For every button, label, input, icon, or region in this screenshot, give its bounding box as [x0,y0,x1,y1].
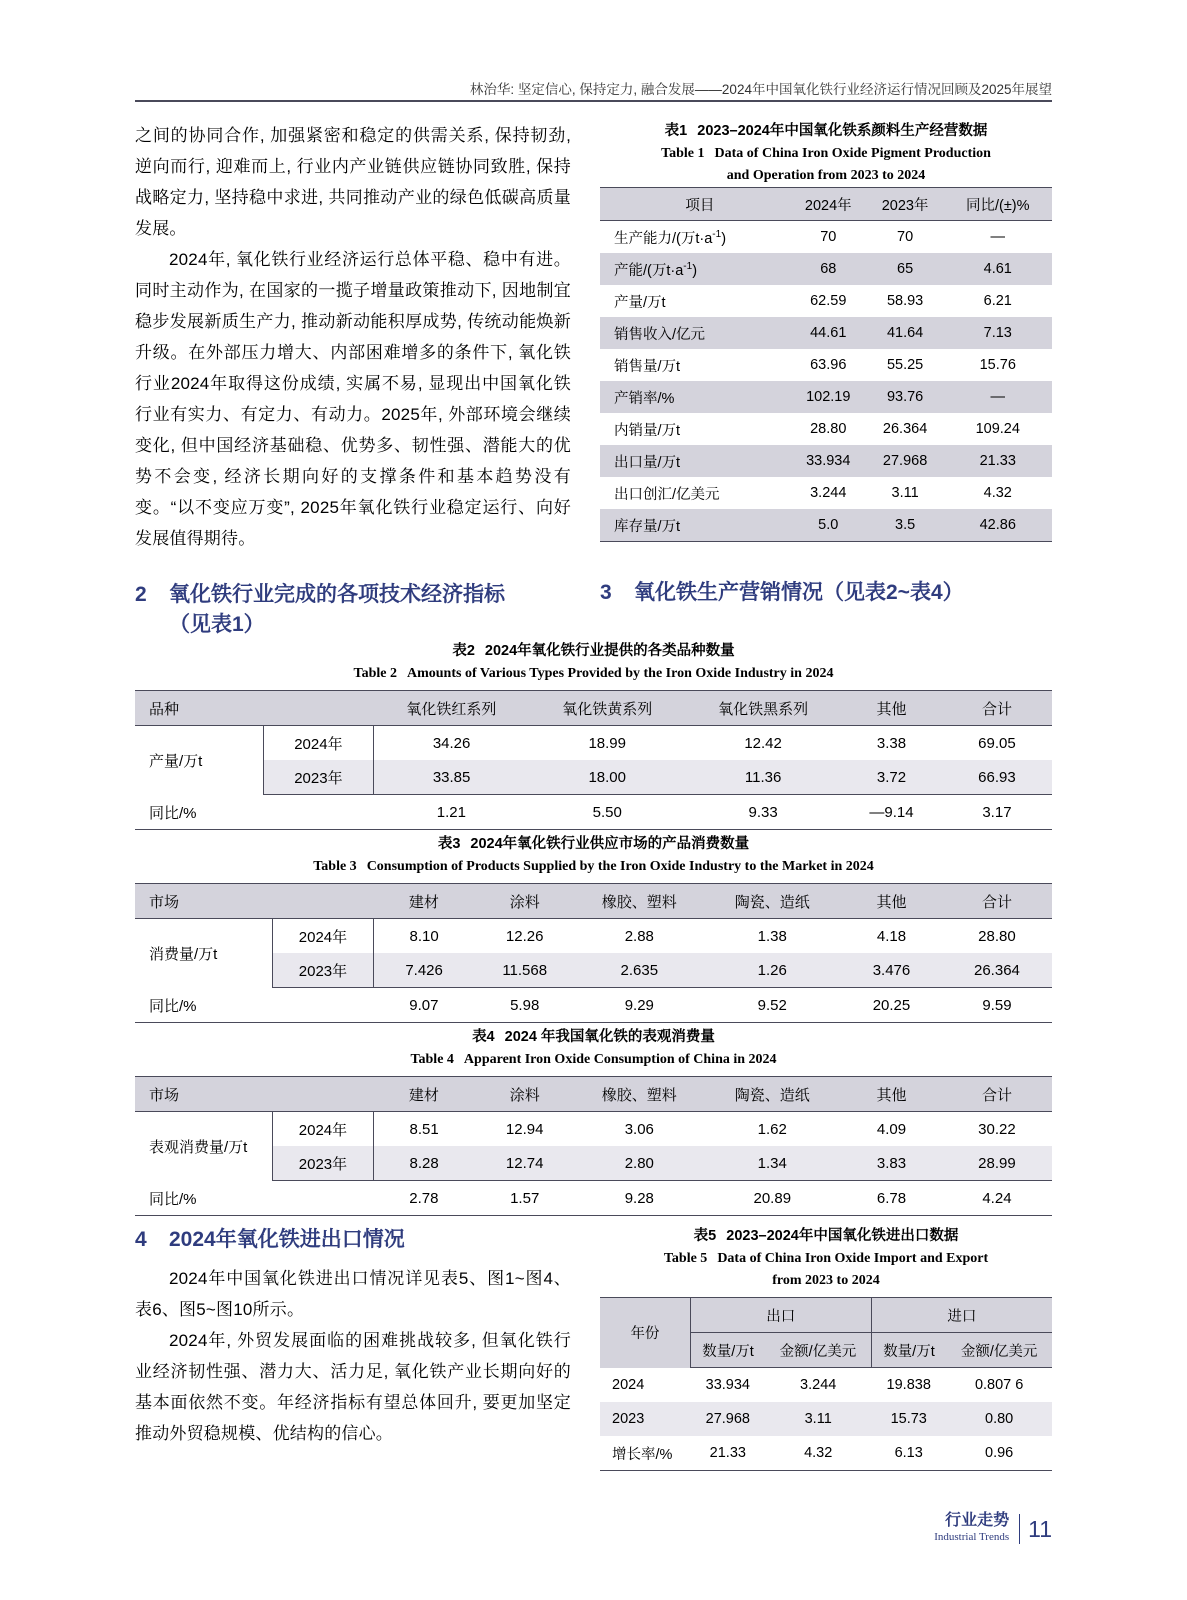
table4-r0-c4: 4.09 [876,1120,907,1138]
table5-header-year: 年份 [600,1298,690,1368]
table3-header-3: 橡胶、塑料 [575,884,703,919]
table3-caption-cn [135,833,1052,856]
paragraph-4: 2024年, 外贸发展面临的困难挑战较多, 但氧化铁行业经济韧性强、潜力大、活力足, 氧化铁产业长期向好的基本面依然不变。年经济指标有望总体回升, 要更加坚定推动外贸稳规模、优结构的信心。 [135,1331,571,1443]
table2-yoy-label: 同比/% [135,795,373,830]
table3-r0-c1: 12.26 [505,927,544,945]
table2-yoy-3: —9.14 [841,795,942,830]
table1-r2-2023: 58.93 [867,285,944,317]
table2-title-cn: 2024年氧化铁行业提供的各类品种数量 [484,643,735,659]
table2-label-cn: 表2 [452,643,475,659]
table1-title-en-1: Data of China Iron Oxide Pigment Production [714,146,991,161]
table3-r1-c0: 7.426 [373,953,474,988]
table5-r1-c1: 3.11 [765,1402,871,1436]
table-row [600,1298,1052,1333]
table2-caption-cn [135,640,1052,663]
table1-r2-yoy: 6.21 [944,285,1053,317]
table1-header-2: 2023年 [867,188,944,221]
table4-yoy-5: 4.24 [942,1181,1052,1216]
table1-label-en: Table 1 [661,146,705,161]
table3-header-1: 建材 [373,884,474,919]
left-column [135,120,571,640]
table2-yoy-0: 1.21 [373,795,529,830]
table1-r3-item: 销售收入/亿元 [600,317,790,349]
table1-caption-cn [600,120,1052,143]
table2-caption-en [135,663,1052,685]
table4-yoy-label: 同比/% [135,1181,373,1216]
table3-r1-c5: 26.364 [942,953,1052,988]
table5-subheader-2: 数量/万t [871,1333,946,1368]
table2-yoy-1: 5.50 [529,795,685,830]
table5-subheader-3: 金额/亿美元 [946,1333,1052,1368]
table-row [135,1112,1052,1147]
table1-r6-2024: 28.80 [790,413,867,445]
table1-r2-2024: 62.59 [790,285,867,317]
table1-r4-2023: 55.25 [867,349,944,381]
table1-r9-item: 库存量/万t [600,509,790,542]
table1-r7-2024: 33.934 [790,445,867,477]
table4-group-label: 表观消费量/万t [149,1138,248,1156]
table3-header-4: 陶瓷、造纸 [704,884,842,919]
table4-header-4: 陶瓷、造纸 [704,1077,842,1112]
table4-header-6: 合计 [942,1077,1052,1112]
table4-r1-c1: 12.74 [474,1146,575,1181]
table5-title-en-1: Data of China Iron Oxide Import and Export [717,1251,989,1266]
table1-r1-2023: 65 [867,253,944,285]
table5-r1-c3: 0.80 [946,1402,1052,1436]
table2-header-5: 合计 [942,691,1052,726]
table2-title-en: Amounts of Various Types Provided by the Iron Oxide Industry in 2024 [407,666,834,681]
table5-caption-cn [600,1225,1052,1248]
table2-r1-c1: 18.00 [529,760,685,795]
table3-yoy-label: 同比/% [135,988,373,1023]
table5-header-import: 进口 [871,1298,1052,1333]
table-row [600,1402,1052,1436]
table-3 [135,883,1052,1023]
paragraph-2: 2024年, 氧化铁行业经济运行总体平稳、稳中有进。同时主动作为, 在国家的一揽子增量政策推动下, 因地制宜稳步发展新质生产力, 推动新动能积厚成势, 传统动能焕新升级。在外部压力增大、内部困难增多的条件下, 氧化铁行业2024年取得这份成绩, 实属不易, 显现出中国氧化铁行业有实力、有定力、有动力。2025年, 外部环境会继续变化, 但中国经济基础稳、优势多、韧性强、潜能大的优势不会变, 经济长期向好的支撑条件和基本趋势没有变。“以不变应万变”, 2025年氧化铁行业稳定运行、向好发展值得期待。 [135,250,571,548]
table4-r1-c5: 28.99 [942,1146,1052,1181]
running-head-rule [135,100,1052,102]
table2-r0-c2: 12.42 [744,734,782,752]
table2-r1-c2: 11.36 [685,760,841,795]
table5-subheader-1: 金额/亿美元 [765,1333,871,1368]
table3-r1-year: 2023年 [273,953,374,988]
table1-caption-en-2: and Operation from 2023 to 2024 [726,168,926,183]
table4-header-3: 橡胶、塑料 [575,1077,703,1112]
table1-r6-yoy: 109.24 [944,413,1053,445]
table3-yoy-0: 9.07 [373,988,474,1023]
table2-group-label: 产量/万t [149,752,203,770]
table4-r0-c2: 3.06 [624,1120,654,1138]
table4-header-1: 建材 [373,1077,474,1112]
table4-caption-cn [135,1026,1052,1049]
table5-r2-c1: 4.32 [765,1436,871,1471]
table2-r1-c4: 66.93 [942,760,1052,795]
table1-r4-yoy: 15.76 [944,349,1053,381]
table1-label-cn: 表1 [664,123,688,139]
footer-label-cn: 行业走势 [945,1512,1010,1529]
table4-yoy-2: 9.28 [575,1181,703,1216]
table3-title-cn: 2024年氧化铁行业供应市场的产品消费数量 [470,836,750,852]
page-number: 11 [1019,1514,1052,1544]
section-3-title: 氧化铁生产营销情况（见表2~表4） [634,581,964,604]
table2-header-3: 氧化铁黑系列 [685,691,841,726]
table3-caption-en [135,856,1052,878]
table5-caption-en-2: from 2023 to 2024 [772,1273,880,1288]
table3-header-2: 涂料 [474,884,575,919]
table-row [600,285,1052,317]
table1-title-cn: 2023–2024年中国氧化铁系颜料生产经营数据 [697,123,988,139]
table1-header-0: 项目 [600,188,790,221]
section-2-number: 2 [135,583,147,606]
table2-header-4: 其他 [841,691,942,726]
table-row [600,477,1052,509]
section-3-number: 3 [600,581,612,604]
page-footer [934,1511,1052,1544]
table-row [600,349,1052,381]
table1-r5-2024: 102.19 [790,381,867,413]
table1-r1-item: 产能/(万$t\cdot a^{-1}$) [600,253,790,285]
table3-label-en: Table 3 [313,859,357,874]
table3-header-6: 合计 [942,884,1052,919]
table3-group-label: 消费量/万t [149,945,218,963]
table-1 [600,187,1052,542]
table2-yoy-4: 3.17 [942,795,1052,830]
table4-r1-c3: 1.34 [704,1146,842,1181]
table-row [600,509,1052,542]
table4-label-en: Table 4 [410,1052,454,1067]
section-4-title: 2024年氧化铁进出口情况 [169,1228,405,1251]
table-row [600,221,1052,254]
table4-title-cn: 2024 年我国氧化铁的表观消费量 [504,1029,715,1045]
table4-header-2: 涂料 [474,1077,575,1112]
table3-yoy-4: 20.25 [841,988,942,1023]
table4-yoy-0: 2.78 [373,1181,474,1216]
section-heading-3 [600,578,1052,608]
table5-r2-c0: 21.33 [690,1436,765,1471]
table4-caption-en [135,1049,1052,1071]
table1-r6-2023: 26.364 [867,413,944,445]
table2-header-2: 氧化铁黄系列 [529,691,685,726]
running-head: 林治华: 坚定信心, 保持定力, 融合发展——2024年中国氧化铁行业经济运行情况回顾及2025年展望 [469,82,1052,97]
table1-r3-2023: 41.64 [867,317,944,349]
table4-r0-year: 2024年 [273,1112,374,1147]
table-row [600,317,1052,349]
table-row [135,691,1052,726]
table1-r5-yoy: — [944,381,1053,413]
table4-r0-c3: 1.62 [757,1120,787,1138]
table1-r0-2023: 70 [867,221,944,254]
table5-r1-c0: 27.968 [690,1402,765,1436]
table-row [135,1181,1052,1216]
table-row [600,381,1052,413]
section-heading-4 [135,1225,571,1255]
table-row [135,884,1052,919]
table2-header-0: 品种 [135,691,373,726]
table2-block [135,640,1052,830]
table-row [135,988,1052,1023]
section-4-number: 4 [135,1228,147,1251]
table4-r0-c1: 12.94 [505,1120,544,1138]
table5-header-export: 出口 [690,1298,871,1333]
table1-r8-item: 出口创汇/亿美元 [600,477,790,509]
section-2-subtitle: （见表1） [169,613,265,636]
table-4 [135,1076,1052,1216]
table2-r0-c4: 69.05 [978,734,1016,752]
table1-r9-2024: 5.0 [790,509,867,542]
right-column [600,120,1052,608]
table1-header-3: 同比/(±)% [944,188,1053,221]
table3-header-5: 其他 [841,884,942,919]
table3-r0-c4: 4.18 [876,927,907,945]
table-row [135,1146,1052,1181]
table1-r9-yoy: 42.86 [944,509,1053,542]
table3-r0-c0: 8.10 [409,927,439,945]
table1-r0-2024: 70 [790,221,867,254]
table3-r1-c1: 11.568 [474,953,575,988]
table5-label-cn: 表5 [693,1228,717,1244]
table-row [600,413,1052,445]
table4-yoy-4: 6.78 [841,1181,942,1216]
table2-r0-c3: 3.38 [876,734,907,752]
table2-header-1: 氧化铁红系列 [373,691,529,726]
table2-r1-c0: 33.85 [373,760,529,795]
table1-r8-2024: 3.244 [790,477,867,509]
table3-r0-c5: 28.80 [978,927,1016,945]
table3-block [135,833,1052,1023]
table3-r1-c4: 3.476 [841,953,942,988]
table1-r3-2024: 44.61 [790,317,867,349]
table5-caption-en-1 [600,1248,1052,1270]
table4-header-5: 其他 [841,1077,942,1112]
table2-yoy-2: 9.33 [685,795,841,830]
table-row [600,188,1052,221]
table-row [600,1368,1052,1403]
table4-header-0: 市场 [135,1077,373,1112]
paragraph-1: 之间的协同合作, 加强紧密和稳定的供需关系, 保持韧劲, 逆向而行, 迎难而上, 行业内产业链供应链协同致胜, 保持战略定力, 坚持稳中求进, 共同推动产业的绿色低碳高质量发展。 [135,126,571,238]
section-2-title: 氧化铁行业完成的各项技术经济指标 [169,583,505,606]
table3-label-cn: 表3 [437,836,461,852]
table1-r6-item: 内销量/万t [600,413,790,445]
table-5 [600,1297,1052,1471]
table-row [600,445,1052,477]
table1-r9-2023: 3.5 [867,509,944,542]
table5-r2-c3: 0.96 [946,1436,1052,1471]
section-4-block [135,1225,571,1449]
table4-yoy-3: 20.89 [704,1181,842,1216]
paragraph-3: 2024年中国氧化铁进出口情况详见表5、图1~图4、表6、图5~图10所示。 [135,1269,571,1319]
table1-r4-item: 销售量/万t [600,349,790,381]
table5-block [600,1225,1052,1471]
table-row [135,919,1052,954]
table5-subheader-0: 数量/万t [690,1333,765,1368]
table3-r1-c3: 1.26 [704,953,842,988]
table1-r3-yoy: 7.13 [944,317,1053,349]
table1-r7-2023: 27.968 [867,445,944,477]
table5-r1-year: 2023 [600,1402,690,1436]
table5-r0-year: 2024 [612,1376,645,1393]
table1-r7-yoy: 21.33 [944,445,1053,477]
table5-r0-c1: 3.244 [800,1377,837,1393]
table5-r0-c2: 19.838 [886,1377,931,1393]
table3-title-en: Consumption of Products Supplied by the Iron Oxide Industry to the Market in 2024 [366,859,874,874]
table5-r2-c2: 6.13 [871,1436,946,1471]
table2-label-en: Table 2 [353,666,397,681]
table-row [135,953,1052,988]
table-2 [135,690,1052,830]
table1-r7-item: 出口量/万t [600,445,790,477]
table1-r0-item: 生产能力/(万$t\cdot a^{-1}$) [600,221,790,254]
table4-r1-c2: 2.80 [575,1146,703,1181]
table4-r0-c0: 8.51 [409,1120,439,1138]
table2-r0-year: 2024年 [263,726,373,761]
table1-r8-yoy: 4.32 [944,477,1053,509]
table1-r1-yoy: 4.61 [944,253,1053,285]
table3-r0-c2: 2.88 [624,927,654,945]
table2-r0-c0: 34.26 [432,734,471,752]
table1-header-1: 2024年 [790,188,867,221]
table4-r1-year: 2023年 [273,1146,374,1181]
table-row [135,795,1052,830]
table1-r5-2023: 93.76 [867,381,944,413]
table3-r0-year: 2024年 [273,919,374,954]
table2-r1-year: 2023年 [263,760,373,795]
table5-r1-c2: 15.73 [871,1402,946,1436]
table5-label-en: Table 5 [663,1251,708,1266]
table4-block [135,1026,1052,1216]
table3-r0-c3: 1.38 [757,927,787,945]
table3-yoy-5: 9.59 [942,988,1052,1023]
table3-r1-c2: 2.635 [575,953,703,988]
table1-r2-item: 产量/万t [600,285,790,317]
table1-caption-en-1 [600,143,1052,165]
table1-r0-yoy: — [944,221,1053,254]
table2-r0-c1: 18.99 [588,734,626,752]
table3-yoy-1: 5.98 [474,988,575,1023]
table1-r8-2023: 3.11 [867,477,944,509]
table4-label-cn: 表4 [472,1029,495,1045]
table4-yoy-1: 1.57 [474,1181,575,1216]
footer-label-en: Industrial Trends [934,1531,1010,1543]
table-row [135,1077,1052,1112]
table1-r4-2024: 63.96 [790,349,867,381]
table-row [600,1436,1052,1471]
section-heading-2 [135,580,571,610]
table4-r1-c0: 8.28 [373,1146,474,1181]
table3-yoy-3: 9.52 [704,988,842,1023]
table4-r0-c5: 30.22 [978,1120,1016,1138]
table5-title-cn: 2023–2024年中国氧化铁进出口数据 [726,1228,959,1244]
table1-r5-item: 产销率/% [600,381,790,413]
table1-r1-2024: 68 [790,253,867,285]
table4-title-en: Apparent Iron Oxide Consumption of China in 2024 [463,1052,777,1067]
table2-r1-c3: 3.72 [841,760,942,795]
table3-header-0: 市场 [135,884,373,919]
table5-r2-year: 增长率/% [600,1436,690,1471]
table-row [600,253,1052,285]
table-row [135,726,1052,761]
table5-r0-c0: 33.934 [705,1377,750,1393]
table3-yoy-2: 9.29 [575,988,703,1023]
table4-r1-c4: 3.83 [841,1146,942,1181]
table-row [135,760,1052,795]
table5-r0-c3: 0.807 6 [974,1377,1024,1393]
